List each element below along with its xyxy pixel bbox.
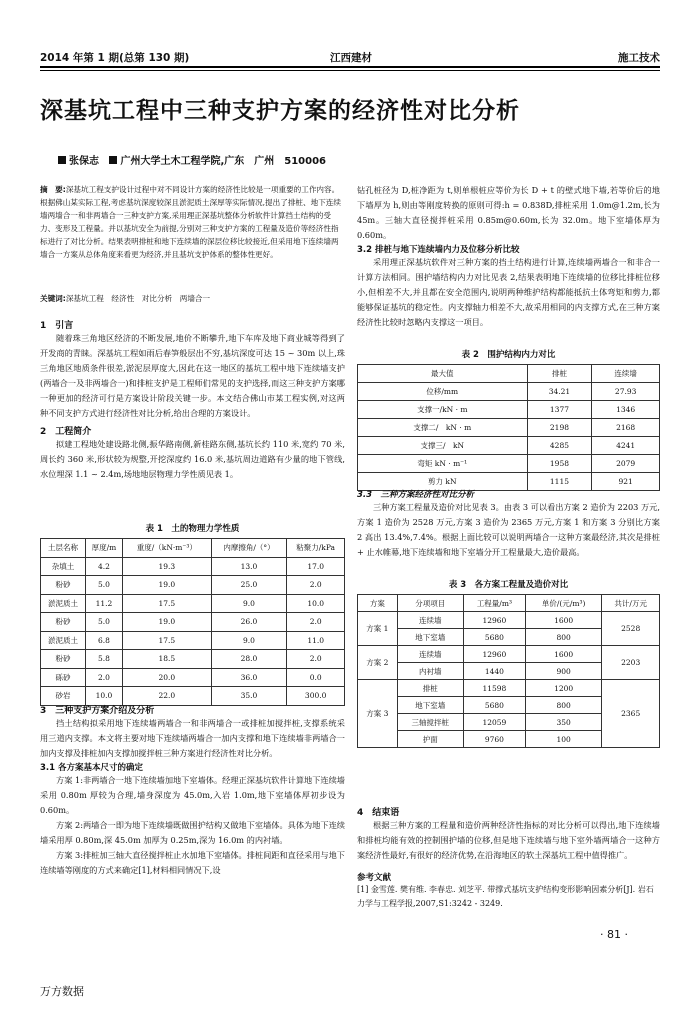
left-column-lower xyxy=(40,703,345,878)
table-cell: 砂岩 xyxy=(41,687,86,706)
table-cell: 13.0 xyxy=(211,557,287,576)
affiliation: 广州大学土木工程学院,广东 广州 510006 xyxy=(120,156,326,167)
header-rule-thin xyxy=(40,70,660,71)
table-cell: 19.0 xyxy=(123,576,212,595)
table-row xyxy=(41,576,345,595)
references-title: 参考文献 xyxy=(357,873,392,883)
table-cell: 9.0 xyxy=(211,594,287,613)
table-cell: 12960 xyxy=(463,646,525,663)
table-cell: 5.0 xyxy=(85,613,122,632)
journal-name: 江西建材 xyxy=(330,52,372,64)
column-header: 单价/(元/m³) xyxy=(525,595,601,612)
column-header: 共计/万元 xyxy=(602,595,660,612)
table-cell: 17.5 xyxy=(123,594,212,613)
table-row xyxy=(358,419,660,437)
table-row xyxy=(41,631,345,650)
section-1-title: 1 引言 xyxy=(40,321,74,331)
page-number: · 81 · xyxy=(600,928,628,941)
keywords xyxy=(40,293,345,304)
table-row xyxy=(41,613,345,632)
table-cell: 17.5 xyxy=(123,631,212,650)
table-cell: 9760 xyxy=(463,731,525,748)
table-cell: 地下室墙 xyxy=(397,629,463,646)
table-cell: 1115 xyxy=(527,473,592,491)
continued-text: 钻孔桩径为 D,桩净距为 t,则单根桩应等价为长 D + t 的壁式地下墙,若等价后的地下墙厚为 h,则由等刚度转换的原则可得:h = 0.838D,排桩采用 1.0m@1.2m,长为 45m。三轴大直径搅拌桩采用 0.85m@0.60m,长为 32.0m。地下室墙体厚为 0.60m。 xyxy=(357,185,660,240)
table-cell: 连续墙 xyxy=(397,612,463,629)
table-cell: 支撑二/ kN · m xyxy=(358,419,528,437)
table-cell: 淤泥质土 xyxy=(41,594,86,613)
section-3-3-title: 3.3 三种方案经济性对比分析 xyxy=(357,490,475,500)
right-column-mid xyxy=(357,488,660,560)
table-cell: 2.0 xyxy=(287,576,345,595)
abstract-label: 摘 要: xyxy=(40,185,66,194)
table-cell: 800 xyxy=(525,629,601,646)
table-cell: 800 xyxy=(525,697,601,714)
reference-item: [1] 金雪莲. 樊有维. 李春忠. 刘芝平. 带撑式基坑支护结构变形影响因素分析[J]. 岩石力学与工程学报,2007,S1:3242 - 3249. xyxy=(357,885,654,908)
table-cell: 连续墙 xyxy=(397,646,463,663)
table-cell: 28.0 xyxy=(211,650,287,669)
table-cell: 11598 xyxy=(463,680,525,697)
section-3-1-text-2: 方案 2:两墙合一即为地下连续墙既做围护结构又做地下室墙体。具体为地下连续墙采用厚 0.80m,深 45.0m 加厚为 0.25m,深为 16.0m 的内衬墙。 xyxy=(40,820,345,845)
table-row xyxy=(41,594,345,613)
table-cell: 1200 xyxy=(525,680,601,697)
scheme-total: 2203 xyxy=(602,646,660,680)
table-cell: 2.0 xyxy=(287,613,345,632)
table-cell: 砾砂 xyxy=(41,668,86,687)
table-cell: 35.0 xyxy=(211,687,287,706)
table-cell: 5.8 xyxy=(85,650,122,669)
square-bullet-icon xyxy=(109,156,117,164)
table-cell: 2079 xyxy=(592,455,660,473)
table-cell: 2198 xyxy=(527,419,592,437)
table-cell: 护面 xyxy=(397,731,463,748)
column-header: 工程量/m³ xyxy=(463,595,525,612)
keywords-text: 深基坑工程 经济性 对比分析 两墙合一 xyxy=(65,294,211,303)
column-header: 内摩擦角/（°） xyxy=(211,539,287,558)
section-4-title: 4 结束语 xyxy=(357,808,400,818)
table-cell: 粉砂 xyxy=(41,613,86,632)
table-cell: 25.0 xyxy=(211,576,287,595)
section-3-1-title: 3.1 各方案基本尺寸的确定 xyxy=(40,763,144,773)
section-3-2-text: 采用理正深基坑软件对三种方案的挡土结构进行计算,连续墙两墙合一和非合一计算方法相同。围护墙结构内力对比见表 2,结果表明地下连续墙的位移比排桩位移小,但相差不大,并且都在安全范围内,说明两种维护结构都能抵抗土体弯矩和剪力,都能够保证基坑的稳定性。内支撑轴力相差不大,故采用相同的内支撑方式,在三种方案经济性比较时忽略内支撑这一项目。 xyxy=(357,257,660,327)
table-row xyxy=(358,680,660,697)
table-3-caption: 表 3 各方案工程量及造价对比 xyxy=(448,580,569,590)
section-name: 施工技术 xyxy=(618,52,660,64)
table-cell: 921 xyxy=(592,473,660,491)
scheme-name: 方案 3 xyxy=(358,680,398,748)
column-header: 最大值 xyxy=(358,365,528,383)
table-cell: 5.0 xyxy=(85,576,122,595)
table-cell: 26.0 xyxy=(211,613,287,632)
table-cell: 杂填土 xyxy=(41,557,86,576)
table-cell: 支撑一/kN · m xyxy=(358,401,528,419)
square-bullet-icon xyxy=(58,156,66,164)
table-cell: 1600 xyxy=(525,612,601,629)
table-cell: 位移/mm xyxy=(358,383,528,401)
table-cell: 36.0 xyxy=(211,668,287,687)
table-row xyxy=(41,557,345,576)
left-column xyxy=(40,318,345,482)
table-cell: 11.2 xyxy=(85,594,122,613)
table-cell: 4285 xyxy=(527,437,592,455)
table-cell: 1346 xyxy=(592,401,660,419)
section-3-1-text-1: 方案 1:非两墙合一地下连续墙加地下室墙体。经理正深基坑软件计算地下连续墙采用 0.80m 厚较为合理,墙身深度为 45.0m,入岩 1.0m,地下室墙体厚初步设为 0.60m。 xyxy=(40,775,345,815)
abstract-text: 深基坑工程支护设计过程中对不同设计方案的经济性比较是一项重要的工作内容。根据佛山某实际工程,考虑基坑深度较深且淤泥质土深厚等实际情况,提出了排桩、地下连续墙两墙合一和非两墙合一三种支护方案,采用理正深基坑整体分析软件计算挡土结构的受力、变形及工程量。并以基坑安全为前提,分别对三种支护方案的工程量及造价等经济性指标进行了对比分析。结果表明排桩和地下连续墙的深层位移比较接近,但采用地下连续墙两墙合一方案从总体角度来看更为经济,并且基坑支护体系的整体性更好。 xyxy=(40,185,341,259)
table-cell: 淤泥质土 xyxy=(41,631,86,650)
table-cell: 5680 xyxy=(463,629,525,646)
table-cell: 2168 xyxy=(592,419,660,437)
abstract xyxy=(40,183,345,261)
table-row xyxy=(41,668,345,687)
table-cell: 12059 xyxy=(463,714,525,731)
header-rule xyxy=(40,66,660,68)
table-cell: 34.21 xyxy=(527,383,592,401)
table-cell: 17.0 xyxy=(287,557,345,576)
section-1-text: 随着珠三角地区经济的不断发展,地价不断攀升,地下车库及地下商业城等得到了开发商的青睐。深基坑工程如雨后春笋般层出不穷,基坑深度可达 15 ~ 30m 以上,珠三角地区地质条件很差,淤泥层厚度大,因此在这一地区的基坑工程中地下连续墙支护(两墙合一及非两墙合一)和排桩支护是工程师们常见的支护选择,而这三种支护方案哪一种更加的经济可行是方案设计阶段关键一步。本文结合佛山市某工程实例,对这两种不同支护方式进行经济性对比分析,给出合理的方案设计。 xyxy=(40,333,345,418)
column-header: 厚度/m xyxy=(85,539,122,558)
table-cell: 1958 xyxy=(527,455,592,473)
table-cell: 0.0 xyxy=(287,668,345,687)
table-cell: 剪力 kN xyxy=(358,473,528,491)
table-row xyxy=(358,437,660,455)
author-line xyxy=(58,152,326,167)
table-2-caption: 表 2 围护结构内力对比 xyxy=(461,350,556,360)
table-cell: 1377 xyxy=(527,401,592,419)
table-row xyxy=(358,455,660,473)
section-3-title: 3 三种支护方案介绍及分析 xyxy=(40,706,155,716)
issue-info: 2014 年第 1 期(总第 130 期) xyxy=(40,52,190,64)
section-3-3-text: 三种方案工程量及造价对比见表 3。由表 3 可以看出方案 2 造价为 2203 万元,方案 1 造价为 2528 万元,方案 3 造价为 2365 万元,方案 1 和方案 3 分别比方案 2 高出 13.4%,7.4%。根据上面比较可以说明两墙合一这种方案最经济,其次是排桩 + 止水帷幕,地下连续墙和地下室墙分开工程量最大,造价最高。 xyxy=(357,502,660,557)
table-row xyxy=(358,401,660,419)
table-1 xyxy=(40,538,345,706)
table-3 xyxy=(357,594,660,748)
scheme-name: 方案 2 xyxy=(358,646,398,680)
section-4-text: 根据三种方案的工程量和造价两种经济性指标的对比分析可以得出,地下连续墙和排桩均能有效的控制围护墙的位移,但是地下连续墙与地下室外墙两墙合一这种方案经济性最好,有很好的经济优势,在沿海地区的软土深基坑工程中值得推广。 xyxy=(357,820,660,860)
paper-title: 深基坑工程中三种支护方案的经济性对比分析 xyxy=(40,98,520,124)
table-cell: 900 xyxy=(525,663,601,680)
table-cell: 弯矩 kN · m⁻¹ xyxy=(358,455,528,473)
table-row xyxy=(358,646,660,663)
table-cell: 10.0 xyxy=(85,687,122,706)
running-header xyxy=(40,46,660,68)
section-3-text: 挡土结构拟采用地下连续墙两墙合一和非两墙合一或排桩加搅拌桩,支撑系统采用三道内支撑。本文将主要对地下连续墙两墙合一加内支撑和地下连续墙非两墙合一加内支撑及排桩加内支撑加搅拌桩三种方案进行经济性对比分析。 xyxy=(40,718,345,758)
table-cell: 10.0 xyxy=(287,594,345,613)
author-name: 张保志 xyxy=(69,156,99,167)
table-cell: 粉砂 xyxy=(41,650,86,669)
table-cell: 5680 xyxy=(463,697,525,714)
column-header: 排桩 xyxy=(527,365,592,383)
table-cell: 三轴搅拌桩 xyxy=(397,714,463,731)
table-cell: 1600 xyxy=(525,646,601,663)
table-row xyxy=(41,650,345,669)
table-cell: 4.2 xyxy=(85,557,122,576)
column-header: 粘聚力/kPa xyxy=(287,539,345,558)
table-cell: 排桩 xyxy=(397,680,463,697)
section-3-2-title: 3.2 排桩与地下连续墙内力及位移分析比较 xyxy=(357,245,520,255)
table-row xyxy=(358,612,660,629)
table-cell: 9.0 xyxy=(211,631,287,650)
section-2-title: 2 工程简介 xyxy=(40,427,92,437)
table-cell: 6.8 xyxy=(85,631,122,650)
keywords-label: 关键词: xyxy=(40,294,66,303)
right-column-lower xyxy=(357,805,660,911)
column-header: 重度/（kN·m⁻³） xyxy=(123,539,212,558)
column-header: 分项项目 xyxy=(397,595,463,612)
table-cell: 27.93 xyxy=(592,383,660,401)
column-header: 土层名称 xyxy=(41,539,86,558)
column-header: 方案 xyxy=(358,595,398,612)
right-column xyxy=(357,183,660,330)
section-2-text: 拟建工程地处建设路北侧,振华路南侧,新桂路东侧,基坑长约 110 米,宽约 70 米,周长约 360 米,形状较为规整,开挖深度约 16.0 米,基坑周边道路有少量的地下管线,水位埋深 1.1 ~ 2.4m,场地地层物理力学性质见表 1。 xyxy=(40,439,345,479)
section-3-1-text-3: 方案 3:排桩加三轴大直径搅拌桩止水加地下室墙体。排桩间距和直径采用与地下连续墙等刚度的方式来确定[1],材料相同情况下,设 xyxy=(40,850,345,875)
table-cell: 地下室墙 xyxy=(397,697,463,714)
table-cell: 4241 xyxy=(592,437,660,455)
table-cell: 18.5 xyxy=(123,650,212,669)
table-cell: 100 xyxy=(525,731,601,748)
table-cell: 支撑三/ kN xyxy=(358,437,528,455)
column-header: 连续墙 xyxy=(592,365,660,383)
table-cell: 12960 xyxy=(463,612,525,629)
table-cell: 20.0 xyxy=(123,668,212,687)
table-cell: 11.0 xyxy=(287,631,345,650)
references-list xyxy=(357,883,660,911)
table-cell: 350 xyxy=(525,714,601,731)
table-cell: 19.3 xyxy=(123,557,212,576)
table-2 xyxy=(357,364,660,491)
table-cell: 1440 xyxy=(463,663,525,680)
table-cell: 22.0 xyxy=(123,687,212,706)
table-cell: 19.0 xyxy=(123,613,212,632)
table-cell: 内衬墙 xyxy=(397,663,463,680)
scheme-name: 方案 1 xyxy=(358,612,398,646)
table-cell: 2.0 xyxy=(287,650,345,669)
table-1-caption: 表 1 土的物理力学性质 xyxy=(145,524,240,534)
table-cell: 粉砂 xyxy=(41,576,86,595)
table-row xyxy=(358,383,660,401)
scheme-total: 2528 xyxy=(602,612,660,646)
scheme-total: 2365 xyxy=(602,680,660,748)
footer-watermark: 万方数据 xyxy=(40,985,84,998)
table-cell: 300.0 xyxy=(287,687,345,706)
table-cell: 2.0 xyxy=(85,668,122,687)
